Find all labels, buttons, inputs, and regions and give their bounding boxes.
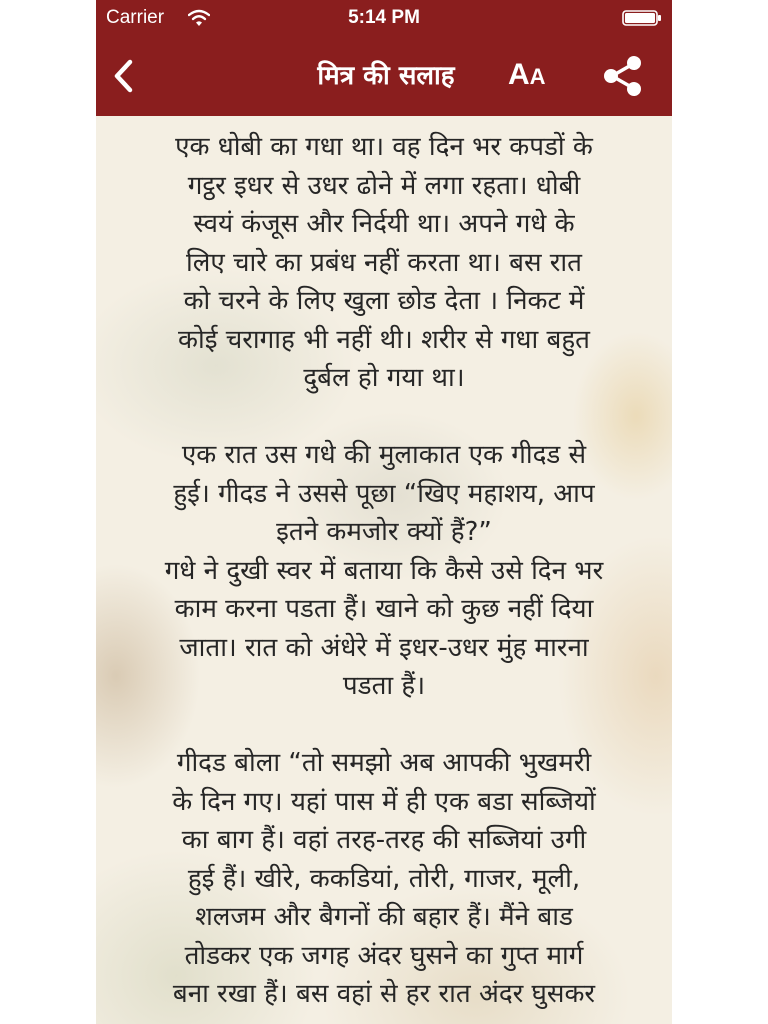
font-size-button[interactable] — [508, 58, 556, 94]
story-line: लिए चारे का प्रबंध नहीं करता था। बस रात — [185, 247, 582, 278]
story-line: पडता हैं। — [342, 671, 426, 701]
app-screen — [96, 0, 672, 1024]
story-line: गीदड बोला “तो समझो अब आपकी भुखमरी — [176, 748, 592, 778]
navigation-bar — [96, 36, 672, 116]
story-line: के दिन गए। यहां पास में ही एक बडा सब्जियों — [172, 786, 596, 817]
share-icon — [600, 54, 646, 98]
story-line: का बाग हैं। वहां तरह-तरह की सब्जियां उगी — [181, 825, 587, 855]
font-size-large-label: A — [508, 58, 530, 91]
chevron-left-icon — [108, 56, 144, 96]
font-size-small-label: A — [529, 64, 546, 89]
story-line: तोडकर एक जगह अंदर घुसने का गुप्त मार्ग — [184, 940, 584, 971]
story-line: इतने कमजोर क्यों हैं?” — [276, 517, 492, 547]
story-line: गधे ने दुखी स्वर में बताया कि कैसे उसे दिन भर — [164, 555, 604, 586]
story-line: गट्ठर इधर से उधर ढोने में लगा रहता। धोबी — [187, 170, 581, 201]
page-title: मित्र की सलाह — [317, 61, 455, 91]
story-line: एक रात उस गधे की मुलाकात एक गीदड से — [181, 440, 587, 470]
battery-icon — [622, 10, 662, 26]
status-bar — [96, 0, 672, 36]
back-button[interactable] — [108, 56, 144, 96]
story-line: हुई। गीदड ने उससे पूछा “खिए महाशय, आप — [173, 478, 595, 509]
story-text — [122, 128, 646, 1014]
story-line: बना रखा हैं। बस वहां से हर रात अंदर घुसकर — [172, 979, 596, 1009]
paragraph-gap — [122, 398, 646, 437]
story-line: स्वयं कंजूस और निर्दयी था। अपने गधे के — [193, 209, 575, 239]
status-time: 5:14 PM — [348, 7, 420, 28]
story-line: को चरने के लिए खुला छोड देता । निकट में — [183, 286, 585, 316]
story-line: कोई चरागाह भी नहीं थी। शरीर से गधा बहुत — [178, 324, 590, 355]
story-line: शलजम और बैगनों की बहार हैं। मैंने बाड — [195, 902, 573, 932]
story-line: हुई हैं। खीरे, ककडियां, तोरी, गाजर, मूली, — [187, 863, 581, 894]
story-line: जाता। रात को अंधेरे में इधर-उधर मुंह मारना — [179, 632, 589, 663]
story-line: एक धोबी का गधा था। वह दिन भर कपडों के — [175, 132, 593, 162]
carrier-label: Carrier — [106, 7, 165, 28]
share-button[interactable] — [600, 54, 646, 98]
story-line: काम करना पडता हैं। खाने को कुछ नहीं दिया — [174, 594, 594, 624]
paragraph-gap — [122, 706, 646, 745]
story-line: दुर्बल हो गया था। — [303, 363, 465, 393]
